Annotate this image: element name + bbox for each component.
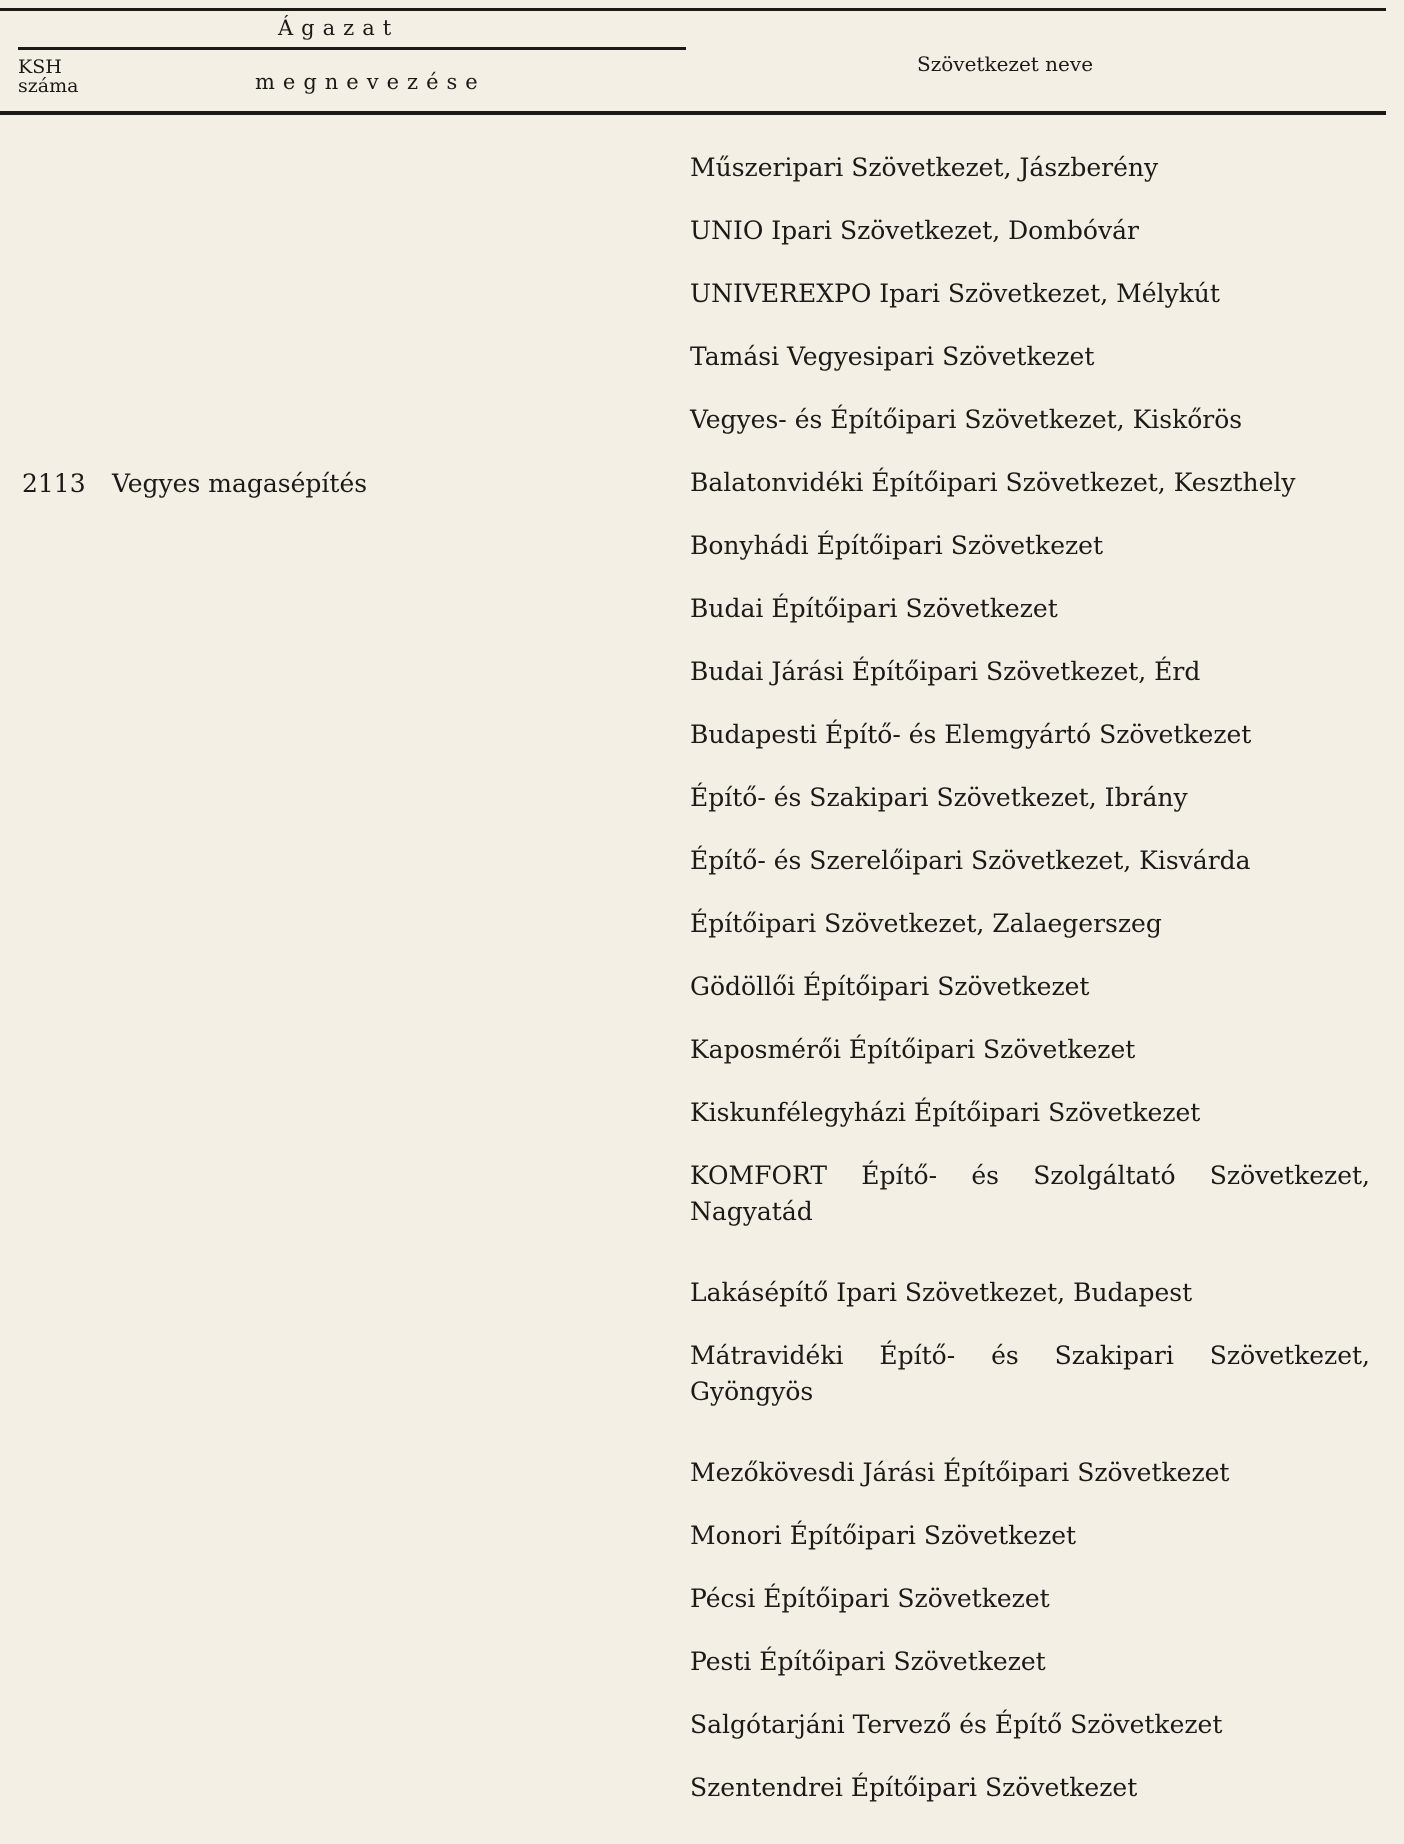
- branch-code: 2113: [22, 469, 86, 498]
- header-rule: [0, 111, 1386, 115]
- list-item: Mezőkövesdi Járási Építőipari Szövetkezet: [690, 1458, 1230, 1487]
- list-item: [690, 1158, 1370, 1275]
- list-item: Bonyhádi Építőipari Szövetkezet: [690, 531, 1104, 560]
- header-agazat: Ágazat: [278, 16, 400, 40]
- list-item: Vegyes- és Építőipari Szövetkezet, Kiskőrös: [690, 405, 1243, 434]
- list-item: Salgótarjáni Tervező és Építő Szövetkezet: [690, 1710, 1223, 1739]
- list-item: Budapesti Építő- és Elemgyártó Szövetkezet: [690, 720, 1252, 749]
- list-item: Műszeripari Szövetkezet, Jászberény: [690, 153, 1159, 182]
- list-item: Tamási Vegyesipari Szövetkezet: [690, 342, 1095, 371]
- list-item: Gödöllői Építőipari Szövetkezet: [690, 972, 1090, 1001]
- header-megnevezese: megnevezése: [255, 70, 486, 94]
- list-item: Pesti Építőipari Szövetkezet: [690, 1647, 1046, 1676]
- header-szovetkezet-neve: Szövetkezet neve: [917, 52, 1094, 76]
- list-item: [690, 1338, 1370, 1455]
- list-item: Szentendrei Építőipari Szövetkezet: [690, 1773, 1138, 1802]
- list-item: Építő- és Szerelőipari Szövetkezet, Kisvárda: [690, 846, 1251, 875]
- header-ksh-szama: [18, 58, 108, 96]
- list-item-line2: Gyöngyös: [690, 1377, 814, 1406]
- top-rule: [0, 8, 1386, 11]
- list-item-line1: Mátravidéki Építő- és Szakipari Szövetkezet,: [690, 1341, 1370, 1370]
- list-item: Budai Építőipari Szövetkezet: [690, 594, 1058, 623]
- list-item: Építő- és Szakipari Szövetkezet, Ibrány: [690, 783, 1188, 812]
- branch-row: [22, 469, 367, 498]
- list-item: Lakásépítő Ipari Szövetkezet, Budapest: [690, 1278, 1193, 1307]
- branch-name: Vegyes magasépítés: [112, 469, 368, 498]
- list-item: Pécsi Építőipari Szövetkezet: [690, 1584, 1050, 1613]
- list-item-line1: KOMFORT Építő- és Szolgáltató Szövetkezet,: [690, 1161, 1370, 1190]
- list-item: UNIO Ipari Szövetkezet, Dombóvár: [690, 216, 1139, 245]
- list-item: Kiskunfélegyházi Építőipari Szövetkezet: [690, 1098, 1201, 1127]
- header-ksh-line2: száma: [18, 75, 79, 97]
- list-item: UNIVEREXPO Ipari Szövetkezet, Mélykút: [690, 279, 1220, 308]
- list-item-line2: Nagyatád: [690, 1197, 813, 1226]
- header-ksh-line1: KSH: [18, 56, 62, 78]
- list-item: Kaposmérői Építőipari Szövetkezet: [690, 1035, 1136, 1064]
- agazat-rule: [18, 47, 686, 50]
- list-item: Balatonvidéki Építőipari Szövetkezet, Keszthely: [690, 468, 1296, 497]
- list-item: Építőipari Szövetkezet, Zalaegerszeg: [690, 909, 1162, 938]
- list-item: Budai Járási Építőipari Szövetkezet, Érd: [690, 657, 1201, 686]
- cooperative-list: [690, 150, 1370, 1833]
- list-item: Monori Építőipari Szövetkezet: [690, 1521, 1077, 1550]
